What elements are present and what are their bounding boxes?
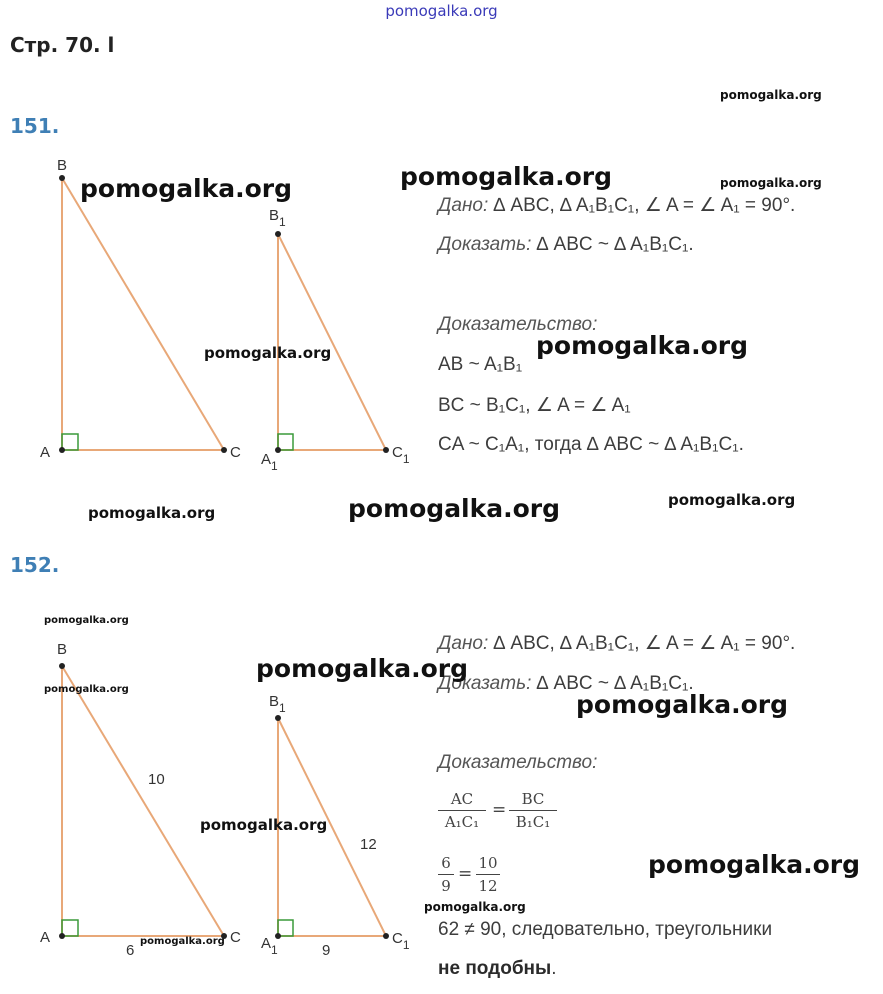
task-152-verdict (438, 958, 557, 980)
point-a1 (275, 447, 281, 453)
label-b: B (57, 641, 68, 658)
watermark-text: pomogalka.org (576, 690, 789, 719)
label-a: A (40, 929, 51, 946)
task-151-number: 151. (10, 114, 60, 138)
equals-sign: = (492, 800, 507, 820)
point-a (59, 447, 65, 453)
point-c1 (383, 933, 389, 939)
label-c1: $C_1$ (392, 930, 410, 952)
fraction-numerator: 6 (441, 854, 451, 872)
fraction-numerator: BC (521, 790, 545, 808)
fraction-6-9 (438, 853, 454, 896)
fraction-denominator: A₁C₁ (444, 813, 480, 831)
label-a: A (40, 444, 51, 461)
fraction-denominator: 12 (478, 877, 498, 895)
prove-label: Доказать: (438, 234, 532, 255)
label-a1: $A_1$ (261, 451, 278, 473)
task-152-given (438, 632, 795, 655)
watermark-text: pomogalka.org (424, 900, 526, 914)
verdict-bold: не подобны (438, 958, 552, 979)
point-a (59, 933, 65, 939)
equals-sign: = (458, 864, 473, 884)
prove-text: ∆ ABC ~ ∆ A₁B₁C₁. (531, 234, 694, 255)
right-angle-a (62, 434, 78, 450)
point-a1 (275, 933, 281, 939)
label-a1: $A_1$ (261, 935, 278, 957)
watermark-text: pomogalka.org (720, 176, 822, 190)
fraction-denominator: B₁C₁ (515, 813, 551, 831)
given-text: ∆ ABC, ∆ A₁B₁C₁, ∠ A = ∠ A₁ = 90°. (488, 195, 796, 216)
watermark-text: pomogalka.org (200, 816, 328, 834)
watermark-text: pomogalka.org (256, 654, 469, 683)
given-label: Дано: (438, 195, 489, 216)
task-151-proof-label: Доказательство: (438, 314, 598, 335)
point-b (59, 175, 65, 181)
site-header-link[interactable]: pomogalka.org (385, 2, 498, 20)
watermark-text: pomogalka.org (140, 936, 225, 947)
task-152-conclusion: 62 ≠ 90, следовательно, треугольники (438, 919, 773, 940)
fraction-denominator: 9 (441, 877, 451, 895)
prove-text: ∆ ABC ~ ∆ A₁B₁C₁. (531, 673, 694, 694)
point-b1 (275, 231, 281, 237)
task-151-prove (438, 234, 694, 256)
watermark-text: pomogalka.org (668, 491, 796, 509)
point-c1 (383, 447, 389, 453)
right-angle-a1 (278, 434, 293, 450)
fraction-ac-a1c1 (438, 789, 486, 832)
watermark-text: pomogalka.org (44, 615, 129, 626)
task-151-proof-line-1: AB ~ A₁B₁ (438, 354, 523, 375)
label-bc-length: 10 (148, 771, 165, 788)
label-c1: $C_1$ (392, 444, 410, 466)
given-text: ∆ ABC, ∆ A₁B₁C₁, ∠ A = ∠ A₁ = 90°. (488, 633, 796, 654)
watermark-text: pomogalka.org (44, 684, 129, 695)
given-label: Дано: (438, 633, 489, 654)
right-angle-a (62, 920, 78, 936)
task-152-number: 152. (10, 553, 60, 577)
label-a1c1-length: 9 (322, 942, 331, 959)
right-angle-a1 (278, 920, 293, 936)
task-151-proof-line-3: CA ~ C₁A₁, тогда ∆ ABC ~ ∆ A₁B₁C₁. (438, 434, 744, 455)
watermark-text: pomogalka.org (648, 850, 861, 879)
watermark-text: pomogalka.org (80, 174, 293, 203)
prove-label: Доказать: (438, 673, 532, 694)
watermark-text: pomogalka.org (88, 504, 216, 522)
fraction-10-12 (476, 853, 500, 896)
label-b: B (57, 157, 68, 174)
task-152-proof-label: Доказательство: (438, 752, 598, 773)
label-b1: $B_1$ (269, 207, 286, 229)
watermark-text: pomogalka.org (348, 494, 561, 523)
label-c: C (230, 929, 241, 946)
fraction-numerator: 10 (478, 854, 498, 872)
point-c (221, 447, 227, 453)
side-bc (62, 666, 224, 936)
label-c: C (230, 444, 241, 461)
side-bc (62, 178, 224, 450)
fraction-numerator: AC (450, 790, 474, 808)
watermark-text: pomogalka.org (536, 331, 749, 360)
task-151-given (438, 194, 795, 217)
watermark-text: pomogalka.org (204, 344, 332, 362)
watermark-text: pomogalka.org (720, 88, 822, 102)
verdict-end: . (551, 958, 557, 979)
task-151-proof-line-2: BC ~ B₁C₁, ∠ A = ∠ A₁ (438, 395, 631, 416)
label-ac-length: 6 (126, 942, 135, 959)
label-b1c1-length: 12 (360, 836, 377, 853)
label-b1: $B_1$ (269, 693, 286, 715)
page-title: Стр. 70. l (10, 33, 115, 57)
side-b1c1 (278, 234, 386, 450)
fraction-bc-b1c1 (509, 789, 557, 832)
point-b1 (275, 715, 281, 721)
point-b (59, 663, 65, 669)
watermark-text: pomogalka.org (400, 162, 613, 191)
